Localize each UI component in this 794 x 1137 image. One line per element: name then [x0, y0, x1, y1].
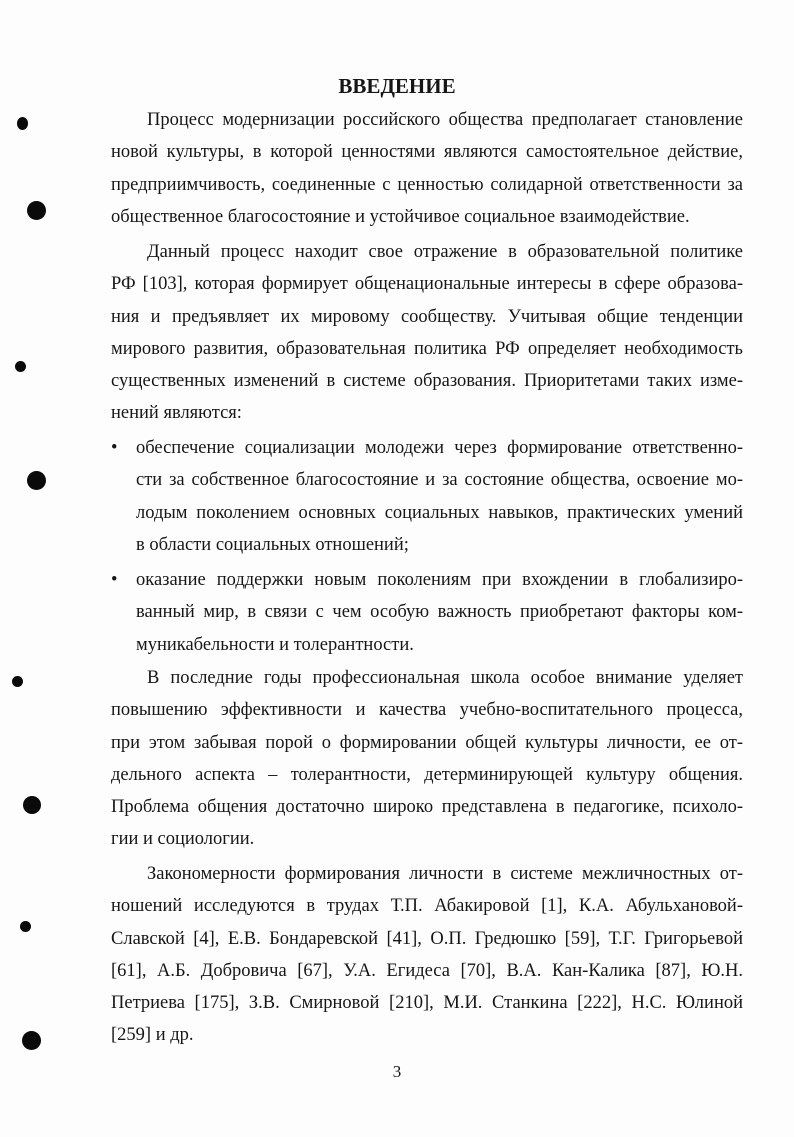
text-line: новой культуры, в которой ценностями являются самостоятельное действие,	[111, 142, 743, 163]
text-line: Закономерности формирования личности в системе межличностных от-	[147, 864, 743, 884]
text-line: при этом забывая порой о формировании общей культуры личности, ее от-	[111, 732, 743, 753]
text-line: дельного аспекта – толерантности, детерминирующей культуру общения.	[111, 764, 743, 785]
text-line	[111, 432, 743, 464]
text-line: ванный мир, в связи с чем особую важность приобретают факторы ком-	[136, 602, 743, 623]
text-line: муникабельности и толерантности.	[136, 634, 414, 655]
text-line: гии и социологии.	[111, 829, 255, 850]
text-line: существенных изменений в системе образования. Приоритетами таких изме-	[111, 371, 743, 392]
binder-hole	[23, 796, 41, 814]
text-line: Процесс модернизации российского общества предполагает становление	[147, 110, 743, 130]
text-line: нений являются:	[111, 403, 242, 424]
text-line: [61], А.Б. Добровича [67], У.А. Егидеса [70], В.А. Кан-Калика [87], Ю.Н.	[111, 960, 743, 981]
text-line: РФ [103], которая формирует общенациональные интересы в сфере образова-	[111, 274, 743, 295]
text-line: В последние годы профессиональная школа особое внимание уделяет	[147, 668, 743, 688]
binder-hole	[22, 1031, 41, 1050]
text-line: Славской [4], Е.В. Бондаревской [41], О.П. Гредюшко [59], Т.Г. Григорьевой	[111, 928, 743, 949]
bullet-icon: •	[111, 570, 118, 590]
bullet-item-1	[111, 432, 743, 561]
binder-hole	[12, 676, 23, 687]
binder-hole	[17, 117, 28, 130]
paragraph-4	[111, 858, 743, 1052]
paragraph-2	[111, 236, 743, 430]
paragraph-3	[111, 662, 743, 856]
text-line: сти за собственное благосостояние и за состояние общества, освоение мо-	[136, 470, 743, 491]
bullet-text: оказание поддержки новым поколениям при вхождении в глобализиро-	[136, 570, 743, 590]
text-line: предприимчивость, соединенные с ценностью солидарной ответственности за	[111, 174, 743, 195]
page-number: 3	[392, 1062, 402, 1081]
text-line: Данный процесс находит свое отражение в образовательной политике	[147, 242, 743, 262]
text-line: в области социальных отношений;	[136, 534, 409, 555]
text-line: общественное благосостояние и устойчивое социальное взаимодействие.	[111, 206, 690, 227]
bullet-item-2	[111, 564, 743, 661]
text-line: ния и предъявляет их мировому сообществу. Учитывая общие тенденции	[111, 306, 743, 327]
text-line: повышению эффективности и качества учебно-воспитательного процесса,	[111, 700, 743, 721]
paragraph-1	[111, 104, 743, 233]
bullet-text: обеспечение социализации молодежи через формирование ответственно-	[136, 438, 743, 458]
bullet-icon: •	[111, 438, 118, 458]
text-line: мирового развития, образовательная политика РФ определяет необходимость	[111, 338, 743, 359]
text-line	[111, 564, 743, 596]
page-heading: ВВЕДЕНИЕ	[338, 74, 456, 98]
text-line: [259] и др.	[111, 1025, 194, 1046]
binder-hole	[15, 361, 26, 372]
binder-hole	[27, 471, 46, 490]
text-line: лодым поколением основных социальных навыков, практических умений	[136, 502, 743, 523]
binder-hole	[27, 201, 46, 220]
text-line: Проблема общения достаточно широко представлена в педагогике, психоло-	[111, 797, 743, 818]
binder-hole	[20, 921, 31, 932]
text-line: Петриева [175], З.В. Смирновой [210], М.И. Станкина [222], Н.С. Юлиной	[111, 993, 743, 1014]
text-line: ношений исследуются в трудах Т.П. Абакировой [1], К.А. Абульхановой-	[111, 896, 743, 917]
